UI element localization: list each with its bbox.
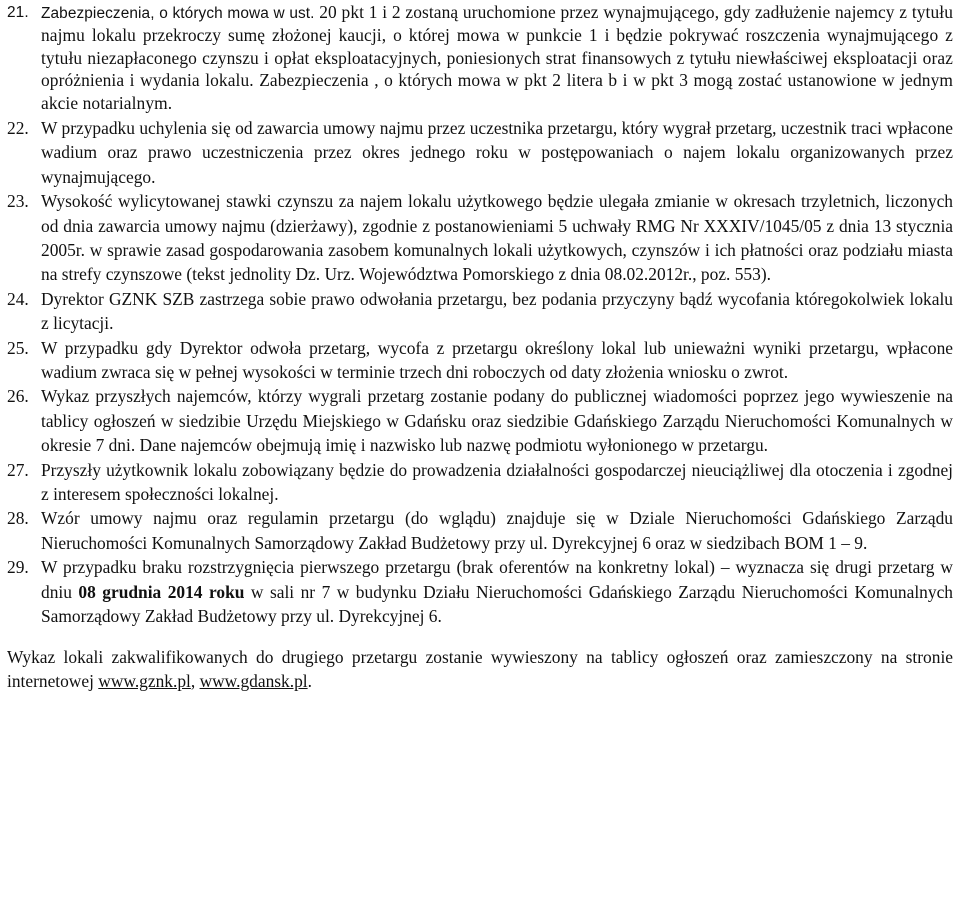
item-text: W przypadku uchylenia się od zawarcia umowy najmu przez uczestnika przetargu, który wygrał przetarg, uczestnik traci wpłacone wadium oraz prawo uczestniczenia przez okres jednego roku w postępowaniach o najem lokalu organizowanych przez wynajmującego.: [41, 117, 953, 187]
item-text-part: 20 pkt 1 i 2 zostaną uruchomione przez wynajmującego, gdy zadłużenie najemcy z tytułu najmu lokalu przekroczy sumę złożonej kaucji, o której mowa w punkcie 1 i będzie pokrywać roszczenia wynajmującego z tytułu niezapłaconego czynszu i opłat eksploatacyjnych, poniesionych strat finansowych z tytułu niewłaściwej eksploatacji oraz opróżnienia i wydania lokalu.: [41, 2, 953, 91]
item-number: 28.: [7, 508, 29, 529]
item-number: 26.: [7, 386, 29, 407]
item-text: Wysokość wylicytowanej stawki czynszu za najem lokalu użytkowego będzie ulegała zmianie w okresach trzyletnich, liczonych od dnia zawarcia umowy najmu (dzierżawy), zgodnie z postanowieniami 5 uchwały RMG Nr XXXIV/1045/05 z dnia 13 stycznia 2005r. w sprawie zasad gospodarowania zasobem komunalnych lokali użytkowych, czynszów i ich płatności oraz podziału miasta na strefy czynszowe (tekst jednolity Dz. Urz. Województwa Pomorskiego z dnia 08.02.2012r., poz. 553).: [41, 191, 953, 285]
list-item-21: [7, 2, 953, 116]
list-item-28: [7, 506, 953, 555]
list-item-23: [7, 189, 953, 287]
footer-text-part: Wykaz lokali zakwalifikowanych do drugiego przetargu zostanie wywieszony na tablicy ogłoszeń oraz zamieszczony na stronie internetowej: [7, 646, 953, 691]
link-gznk[interactable]: www.gznk.pl: [98, 670, 191, 691]
list-item-29: [7, 555, 953, 628]
item-number: 24.: [7, 288, 29, 309]
item-text: Wzór umowy najmu oraz regulamin przetargu (do wglądu) znajduje się w Dziale Nieruchomości Gdańskiego Zarządu Nieruchomości Komunalnych Samorządowy Zakład Budżetowy przy ul. Dyrekcyjnej 6 oraz w siedzibach BOM 1 – 9.: [41, 508, 953, 553]
date-highlight: 08 grudnia 2014 roku: [78, 581, 245, 602]
spacer: [7, 629, 953, 645]
item-number: 23.: [7, 191, 29, 212]
list-item-26: [7, 384, 953, 457]
item-number: 29.: [7, 557, 29, 578]
link-gdansk[interactable]: www.gdansk.pl: [199, 670, 308, 691]
item-text: [41, 555, 953, 628]
footer-note: [7, 645, 953, 694]
list-item-27: [7, 458, 953, 507]
item-text: Przyszły użytkownik lokalu zobowiązany będzie do prowadzenia działalności gospodarczej nieuciążliwej dla otoczenia i zgodnej z interesem społeczności lokalnej.: [41, 459, 953, 505]
list-item-22: [7, 116, 953, 189]
item-text-part: w sali nr 7 w budynku Działu Nieruchomości Gdańskiego Zarządu Nieruchomości Komunalnych Samorządowy Zakład Budżetowy przy ul. Dyrekcyjnej 6.: [41, 581, 953, 627]
item-text: W przypadku gdy Dyrektor odwoła przetarg, wycofa z przetargu określony lokal lub unieważni wyniki przetargu, wpłacone wadium zwraca się w pełnej wysokości w terminie trzech dni roboczych od daty złożenia wniosku o zwrot.: [41, 337, 953, 383]
item-text-part: Zabezpieczenia, o których mowa w ust.: [41, 5, 315, 22]
item-text: [41, 2, 953, 116]
item-number: 27.: [7, 459, 29, 480]
item-number: 22.: [7, 117, 29, 138]
item-text-part: W przypadku braku rozstrzygnięcia pierwszego przetargu (brak oferentów na konkretny lokal) – wyznacza się drugi przetarg w dniu: [41, 557, 953, 602]
footer-text: [7, 645, 953, 694]
document-page: [7, 2, 953, 693]
item-number: 21.: [7, 4, 29, 21]
item-text-part: Zabezpieczenia , o których mowa w pkt 2 litera b i w pkt 3 mogą zostać ustanowione w jednym akcie notarialnym.: [41, 70, 953, 114]
item-text: Wykaz przyszłych najemców, którzy wygrali przetarg zostanie podany do publicznej wiadomości poprzez jego wywieszenie na tablicy ogłoszeń w siedzibie Urzędu Miejskiego w Gdańsku oraz siedzibie Gdańskiego Zarządu Nieruchomości Komunalnych w okresie 7 dni. Dane najemców obejmują imię i nazwisko lub nazwę podmiotu wyłonionego w przetargu.: [41, 386, 953, 456]
list-item-24: [7, 287, 953, 336]
item-text: Dyrektor GZNK SZB zastrzega sobie prawo odwołania przetargu, bez podania przyczyny bądź wycofania któregokolwiek lokalu z licytacji.: [41, 288, 953, 334]
item-number: 25.: [7, 337, 29, 358]
list-item-25: [7, 336, 953, 385]
footer-separator: ,: [190, 670, 200, 691]
footer-end: .: [307, 670, 312, 691]
